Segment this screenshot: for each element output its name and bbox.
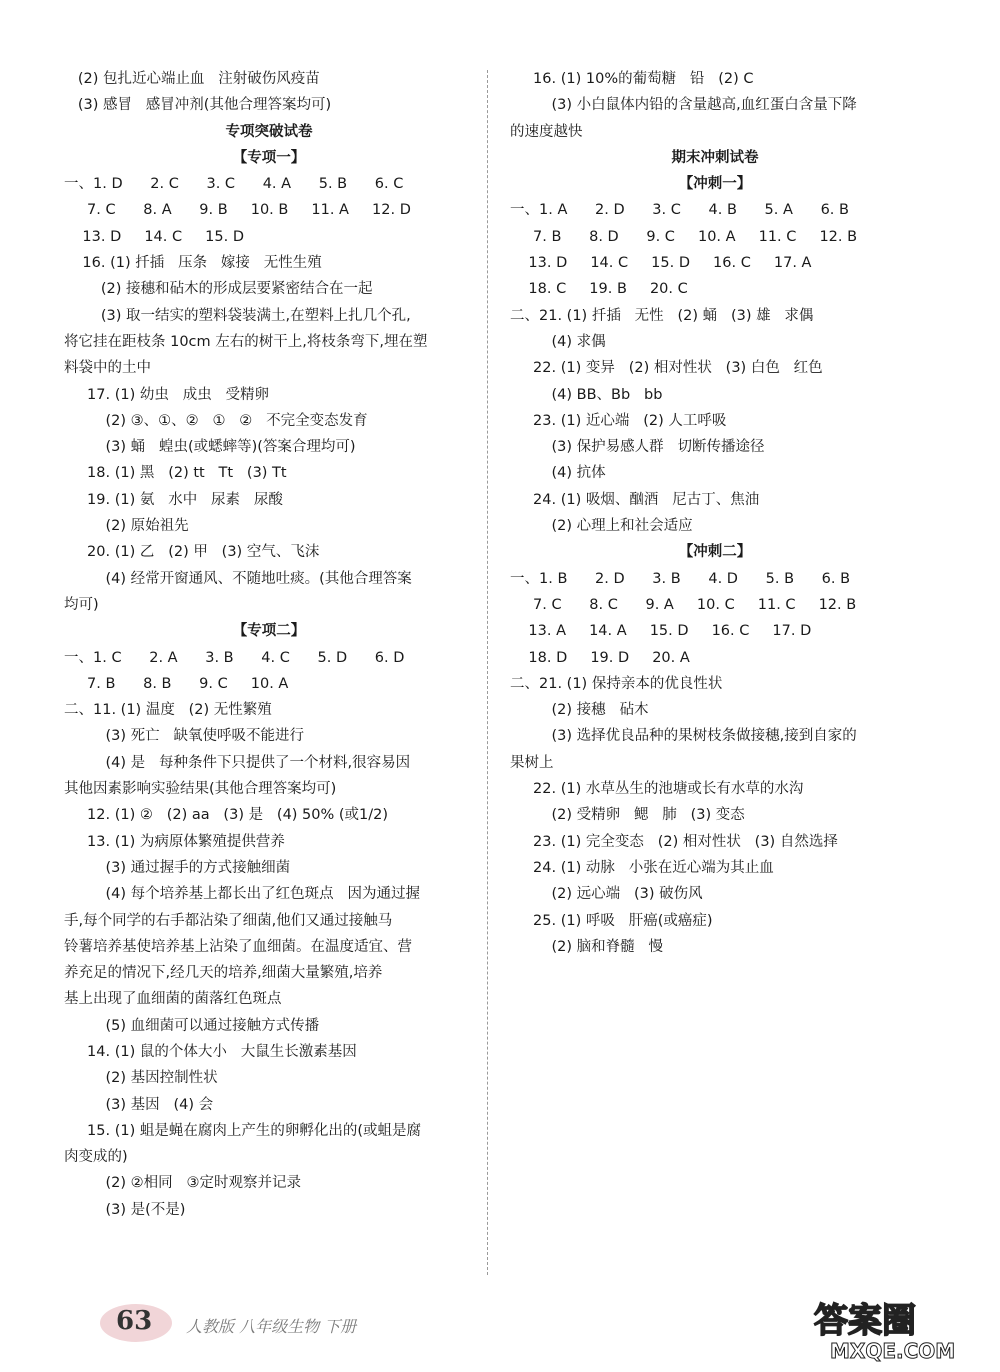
answer-line: (4) 求偶 — [510, 333, 606, 350]
answer-line: (2) 远心端 (3) 破伤风 — [510, 886, 703, 903]
answer-line: 19. (1) 氨 水中 尿素 尿酸 — [64, 491, 283, 508]
answer-line: 7. B 8. B 9. C 10. A — [64, 675, 289, 692]
answer-line: (2) 包扎近心端止血 注射破伤风疫苗 — [64, 71, 320, 87]
answer-line: 一、1. B 2. D 3. B 4. D 5. B 6. B — [510, 570, 851, 587]
answer-line: (2) 原始祖先 — [64, 518, 189, 535]
answer-line: 18. (1) 黑 (2) tt Tt (3) Tt — [64, 465, 287, 482]
answer-line: 一、1. C 2. A 3. B 4. C 5. D 6. D — [64, 649, 405, 666]
watermark-text: 答案圈 — [814, 1301, 916, 1341]
section-heading: 专项突破试卷 — [225, 123, 313, 140]
watermark-logo — [810, 1294, 990, 1364]
answer-line: (3) 基因 (4) 会 — [64, 1096, 214, 1113]
answer-line: (5) 血细菌可以通过接触方式传播 — [64, 1017, 320, 1034]
answer-line: 将它挂在距枝条 10cm 左右的树干上,将枝条弯下,埋在塑 — [64, 333, 428, 350]
answer-line: 22. (1) 变异 (2) 相对性状 (3) 白色 红色 — [510, 360, 823, 377]
answer-line: 一、1. A 2. D 3. C 4. B 5. A 6. B — [510, 202, 849, 219]
answer-line: (4) 经常开窗通风、不随地吐痰。(其他合理答案 — [64, 570, 412, 587]
answer-line: 17. (1) 幼虫 成虫 受精卵 — [64, 386, 270, 403]
answer-line: 二、21. (1) 扦插 无性 (2) 蛹 (3) 雄 求偶 — [510, 307, 814, 324]
right-answer-column — [510, 66, 920, 960]
answer-line: (4) 是 每种条件下只提供了一个材料,很容易因 — [64, 754, 411, 771]
section-heading: 【专项二】 — [232, 623, 306, 640]
answer-line: 肉变成的) — [64, 1149, 128, 1166]
answer-line: (3) 是(不是) — [64, 1201, 186, 1218]
answer-line: 均可) — [64, 596, 99, 613]
answer-line: 铃薯培养基使培养基上沾染了血细菌。在温度适宜、营 — [64, 938, 412, 955]
answer-line: (3) 选择优良品种的果树枝条做接穗,接到自家的 — [510, 728, 857, 745]
answer-line: 一、1. D 2. C 3. C 4. A 5. B 6. C — [64, 176, 404, 193]
answer-line: (3) 取一结实的塑料袋装满土,在塑料上扎几个孔, — [64, 307, 411, 324]
answer-line: (4) BB、Bb bb — [510, 386, 663, 403]
answer-line: 25. (1) 呼吸 肝癌(或癌症) — [510, 912, 713, 929]
answer-line: 23. (1) 近心端 (2) 人工呼吸 — [510, 412, 727, 429]
answer-line: 养充足的情况下,经几天的培养,细菌大量繁殖,培养 — [64, 965, 383, 982]
answer-line: (2) 基因控制性状 — [64, 1070, 218, 1087]
answer-line: (3) 死亡 缺氧使呼吸不能进行 — [64, 728, 304, 745]
column-divider — [487, 70, 488, 1275]
page-number: 63 — [116, 1306, 153, 1336]
book-info: 人教版 八年级生物 下册 — [186, 1317, 357, 1336]
answer-line: 24. (1) 动脉 小张在近心端为其止血 — [510, 859, 774, 876]
answer-line: (2) 接穗 砧木 — [510, 702, 649, 719]
answer-line: 7. B 8. D 9. C 10. A 11. C 12. B — [510, 228, 858, 245]
answer-line: 18. D 19. D 20. A — [510, 649, 690, 666]
answer-line: 16. (1) 10%的葡萄糖 铅 (2) C — [510, 71, 754, 87]
answer-line: 22. (1) 水草丛生的池塘或长有水草的水沟 — [510, 781, 804, 798]
answer-line: 料袋中的土中 — [64, 360, 151, 377]
answer-line: (2) ②相同 ③定时观察并记录 — [64, 1175, 301, 1192]
answer-line: (2) 受精卵 鳃 肺 (3) 变态 — [510, 807, 745, 824]
answer-line: 果树上 — [510, 754, 554, 771]
answer-line: 的速度越快 — [510, 123, 583, 140]
answer-line: 手,每个同学的右手都沾染了细菌,他们又通过接触马 — [64, 912, 393, 929]
watermark-url: MXQE.COM — [830, 1339, 956, 1363]
answer-line: 12. (1) ② (2) aa (3) 是 (4) 50% (或1/2) — [64, 807, 389, 824]
answer-line: (3) 小白鼠体内铅的含量越高,血红蛋白含量下降 — [510, 97, 857, 114]
answer-line: (2) 接穗和砧木的形成层要紧密结合在一起 — [64, 281, 373, 298]
answer-line: 13. (1) 为病原体繁殖提供营养 — [64, 833, 285, 850]
section-heading: 【冲刺一】 — [678, 176, 752, 193]
answer-line: 基上出现了血细菌的菌落红色斑点 — [64, 991, 282, 1008]
answer-line: 23. (1) 完全变态 (2) 相对性状 (3) 自然选择 — [510, 833, 838, 850]
answer-line: 二、21. (1) 保持亲本的优良性状 — [510, 675, 723, 692]
answer-line: (4) 每个培养基上都长出了红色斑点 因为通过握 — [64, 886, 420, 903]
answer-line: 二、11. (1) 温度 (2) 无性繁殖 — [64, 702, 272, 719]
answer-line: (3) 通过握手的方式接触细菌 — [64, 859, 291, 876]
answer-line: 24. (1) 吸烟、酗酒 尼古丁、焦油 — [510, 491, 760, 508]
answer-line: 18. C 19. B 20. C — [510, 281, 688, 298]
answer-line: (4) 抗体 — [510, 465, 606, 482]
answer-line: 15. (1) 蛆是蝇在腐肉上产生的卵孵化出的(或蛆是腐 — [64, 1122, 422, 1139]
answer-line: (3) 保护易感人群 切断传播途径 — [510, 439, 765, 456]
section-heading: 【冲刺二】 — [678, 544, 752, 561]
answer-line: (3) 感冒 感冒冲剂(其他合理答案均可) — [64, 97, 332, 114]
answer-line: (2) ③、①、② ① ② 不完全变态发育 — [64, 412, 368, 429]
answer-line: (3) 蛹 蝗虫(或蟋蟀等)(答案合理均可) — [64, 439, 356, 456]
answer-line: (2) 心理上和社会适应 — [510, 518, 693, 535]
answer-line: 13. A 14. A 15. D 16. C 17. D — [510, 623, 812, 640]
answer-line: 7. C 8. C 9. A 10. C 11. C 12. B — [510, 596, 857, 613]
answer-line: 14. (1) 鼠的个体大小 大鼠生长激素基因 — [64, 1043, 357, 1060]
left-answer-column — [64, 66, 474, 1223]
section-heading: 期末冲刺试卷 — [671, 149, 759, 166]
answer-line: 13. D 14. C 15. D 16. C 17. A — [510, 255, 812, 272]
answer-line: 20. (1) 乙 (2) 甲 (3) 空气、飞沫 — [64, 544, 320, 561]
answer-line: (2) 脑和脊髓 慢 — [510, 938, 663, 955]
section-heading: 【专项一】 — [232, 149, 306, 166]
answer-line: 7. C 8. A 9. B 10. B 11. A 12. D — [64, 202, 411, 219]
answer-line: 其他因素影响实验结果(其他合理答案均可) — [64, 781, 337, 798]
answer-line: 13. D 14. C 15. D — [64, 228, 244, 245]
answer-line: 16. (1) 扦插 压条 嫁接 无性生殖 — [64, 255, 322, 272]
